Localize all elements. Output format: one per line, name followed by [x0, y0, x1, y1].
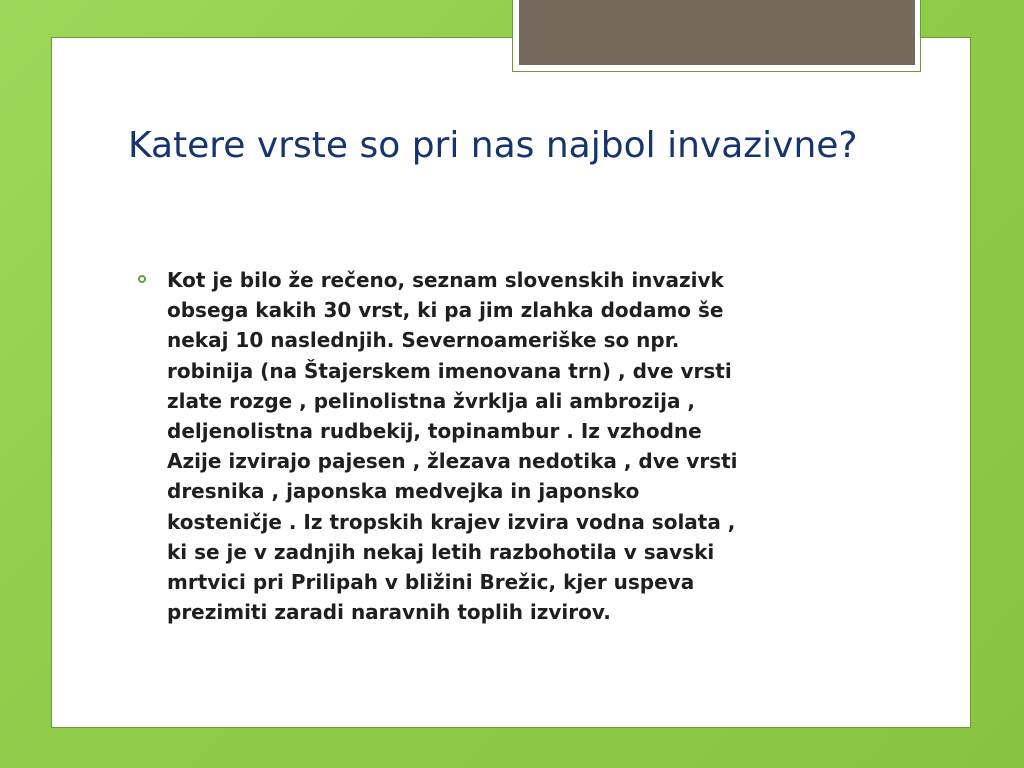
bullet-paragraph: Kot je bilo že rečeno, seznam slovenskih invazivk obsega kakih 30 vrst, ki pa jim zlahka dodamo še nekaj 10 naslednjih. Severnoameriške so npr. robinija (na Štajerskem imenovana trn) , dve vrsti zlate rozge , pelinolistna žvrklja ali ambrozija , deljenolistna rudbekij, topinambur . Iz vzhodne Azije izvirajo pajesen , žlezava nedotika , dve vrsti dresnika , japonska medvejka in japonsko kosteničje . Iz tropskih krajev izvira vodna solata , ki se je v zadnjih nekaj letih razbohotila v savski mrtvici pri Prilipah v bližini Brežic, kjer uspeva prezimiti zaradi naravnih toplih izvirov.	[167, 268, 738, 625]
bullet-list-item	[138, 265, 858, 627]
slide-title: Katere vrste so pri nas najbol invazivne?	[128, 125, 858, 166]
decorative-top-panel-fill	[519, 0, 915, 65]
ring-bullet-icon	[138, 275, 146, 283]
